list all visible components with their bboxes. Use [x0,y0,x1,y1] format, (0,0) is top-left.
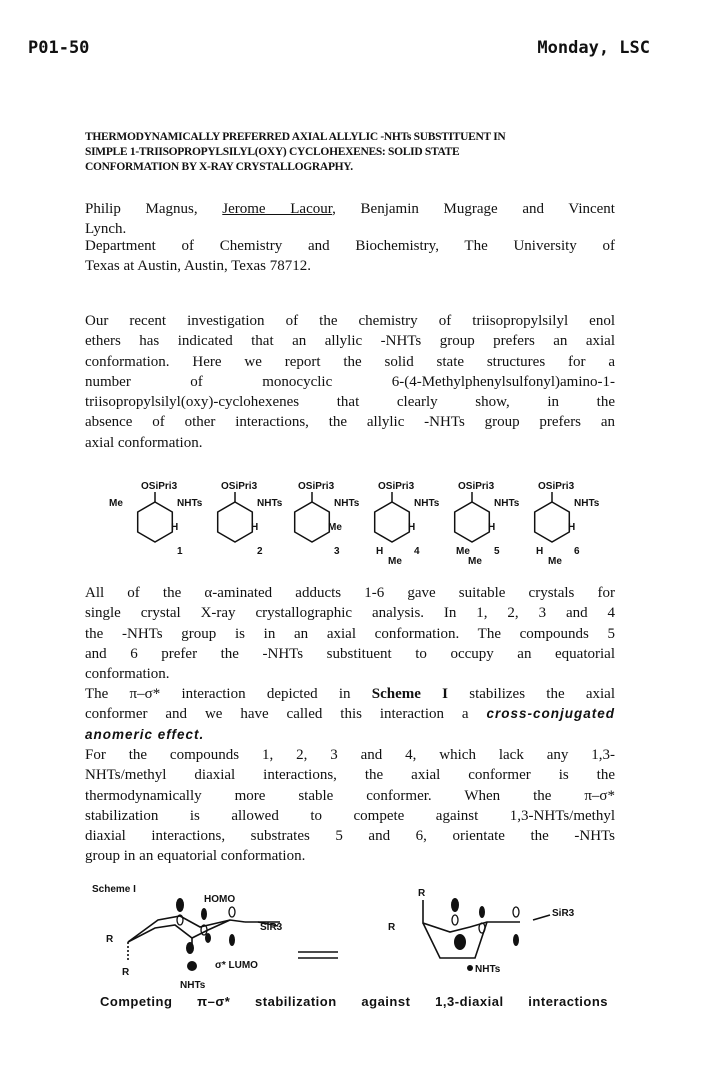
sir3-label: SiR3 [260,922,283,933]
scheme-caption: Competing π–σ* stabilization against 1,3-diaxial interactions [100,994,608,1009]
text-line: For the compounds 1, 2, 3 and 4, which lack any 1,3- [85,747,615,763]
compound-structures [0,460,704,572]
ring [535,502,570,542]
methyl-label: Me [109,498,123,509]
text: The π–σ* interaction depicted in [85,686,372,702]
text-line: axial conformation. [85,434,203,451]
compound-number: 4 [414,546,420,557]
emphasis: cross-conjugated [486,706,615,722]
text-line: group in an equatorial conformation. [85,848,306,865]
text-line: and 6 prefer the -NHTs substituent to occupy an equatorial [85,645,615,662]
nhts-label: NHTs [177,498,203,509]
text-line: stabilization is allowed to compete against 1,3-NHTs/methyl [85,807,615,824]
lumo-label: σ* LUMO [215,960,258,971]
compound-1 [109,481,203,557]
text-line: diaxial interactions, substrates 5 and 6, orientate the -NHTs [85,828,615,845]
nhts-label: NHTs [475,964,501,975]
h-label: H [568,522,576,533]
compound-3 [295,481,360,557]
sir3-label: SiR3 [552,908,575,919]
compound-4 [375,481,440,567]
abstract-title [85,130,625,175]
compound-2 [218,481,283,557]
nhts-label: NHTs [180,980,206,991]
page-code: P01-50 [28,38,90,58]
h-label: H [251,522,259,533]
compound-number: 5 [494,546,500,557]
scheme-reference: Scheme I [371,686,448,702]
ring [295,502,330,542]
ring [138,502,173,542]
author-text: Lynch. [85,221,127,238]
compound-number: 3 [334,546,340,557]
h-label: Me [456,546,470,557]
h-label: H [376,546,384,557]
affiliation-line: Texas at Austin, Austin, Texas 78712. [85,258,311,275]
paragraph-scheme [85,684,615,745]
nhts-label: NHTs [574,498,600,509]
r-label: R [122,967,130,978]
author-text: Philip Magnus, [85,201,223,217]
author-text: , Benjamin Mugrage and Vincent [332,201,615,217]
substituent-label: OSiPri3 [298,481,335,492]
affiliation-line: Department of Chemistry and Biochemistry, The University of [85,238,615,254]
substituent-label: OSiPri3 [538,481,575,492]
r-label: R [388,922,396,933]
text-line: Our recent investigation of the chemistry of triisopropylsilyl enol [85,313,615,329]
title-line: THERMODYNAMICALLY PREFERRED AXIAL ALLYLIC -NHTs SUBSTITUENT IN [85,131,506,143]
r-label: R [106,934,114,945]
scheme-1-diagram [80,880,640,995]
text-line: single crystal X-ray crystallographic analysis. In 1, 2, 3 and 4 [85,605,615,622]
compound-5 [455,481,520,567]
h-label: H [408,522,416,533]
r-label: R [418,888,426,899]
text-line: All of the α-aminated adducts 1-6 gave suitable crystals for [85,585,615,601]
text-line: triisopropylsilyl(oxy)-cyclohexenes that clearly show, in the [85,394,615,411]
methyl-label: Me [548,556,562,567]
text: conformer and we have called this interaction a [85,706,487,723]
nhts-label: NHTs [334,498,360,509]
text-line: conformation. [85,666,170,683]
presenting-author: Jerome Lacour [222,201,333,217]
h-label: Me [328,522,342,533]
ring [218,502,253,542]
scheme-label: Scheme I [92,884,136,895]
nhts-label: NHTs [257,498,283,509]
h-label: H [171,522,179,533]
methyl-label: Me [468,556,482,567]
title-line: SIMPLE 1-TRIISOPROPYLSILYL(OXY) CYCLOHEXENES: SOLID STATE [85,146,460,158]
text-line: number of monocyclic 6-(4-Methylphenylsulfonyl)amino-1- [85,373,615,390]
session-label: Monday, LSC [537,38,650,58]
text-line: NHTs/methyl diaxial interactions, the axial conformer is the [85,767,615,784]
text-line: the -NHTs group is in an axial conformation. The compounds 5 [85,625,615,642]
h-label: H [488,522,496,533]
text-line: ethers has indicated that an allylic -NHTs group prefers an axial [85,333,615,350]
text: stabilizes the axial [448,686,615,702]
paragraph-conclusion [85,745,615,867]
substituent-label: OSiPri3 [458,481,495,492]
compound-number: 1 [177,546,183,557]
substituent-label: OSiPri3 [141,481,178,492]
methyl-label: Me [388,556,402,567]
homo-label: HOMO [204,894,236,905]
substituent-label: OSiPri3 [378,481,415,492]
substituent-label: OSiPri3 [221,481,258,492]
h-label: H [536,546,544,557]
ring [455,502,490,542]
text-line: thermodynamically more stable conformer. When the π–σ* [85,787,615,804]
paragraph-results [85,583,615,684]
compound-6 [535,481,600,567]
text-line: absence of other interactions, the allylic -NHTs group prefers an [85,414,615,431]
text-line: conformation. Here we report the solid state structures for a [85,353,615,370]
ring [375,502,410,542]
affiliation [85,236,615,277]
emphasis: anomeric effect. [85,726,205,742]
authors [85,199,615,240]
title-line: CONFORMATION BY X-RAY CRYSTALLOGRAPHY. [85,161,353,173]
paragraph-intro [85,311,615,453]
nhts-label: NHTs [494,498,520,509]
compound-number: 2 [257,546,263,557]
nhts-label: NHTs [414,498,440,509]
compound-number: 6 [574,546,580,557]
